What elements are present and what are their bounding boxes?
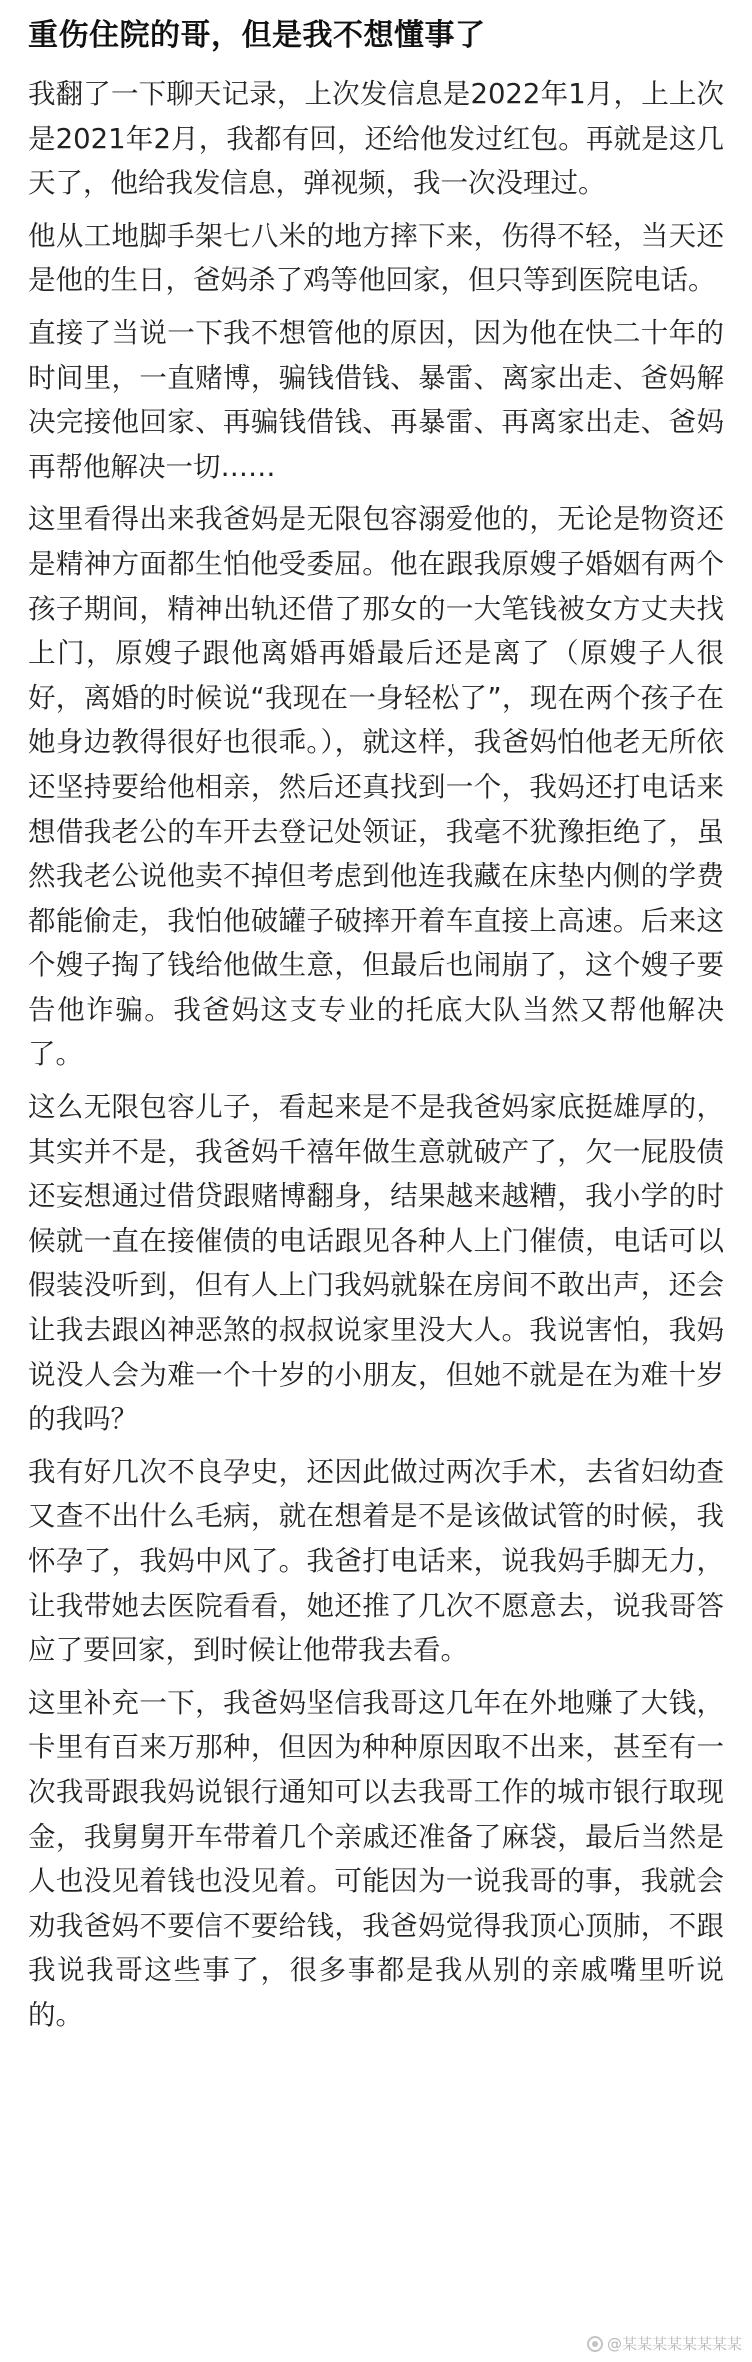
paragraph-3: 直接了当说一下我不想管他的原因，因为他在快二十年的时间里，一直赌博，骗钱借钱、暴雷、离家出走、爸妈解决完接他回家、再骗钱借钱、再暴雷、再离家出走、爸妈再帮他解决一切……: [28, 316, 724, 483]
post-body: [28, 72, 724, 2038]
watermark-text: @某某某某某某某某: [606, 2335, 742, 2353]
paragraph-2: 他从工地脚手架七八米的地方摔下来，伤得不轻，当天还是他的生日，爸妈杀了鸡等他回家，但只等到医院电话。: [28, 219, 724, 297]
paragraph-5: 这么无限包容儿子，看起来是不是我爸妈家底挺雄厚的，其实并不是，我爸妈千禧年做生意就破产了，欠一屁股债还妄想通过借贷跟赌博翻身，结果越来越糟，我小学的时候就一直在接催债的电话跟见各种人上门催债，电话可以假装没听到，但有人上门我妈就躲在房间不敢出声，还会让我去跟凶神恶煞的叔叔说家里没大人。我说害怕，我妈说没人会为难一个十岁的小朋友，但她不就是在为难十岁的我吗？: [28, 1091, 724, 1436]
paragraph-1: 我翻了一下聊天记录，上次发信息是2022年1月，上上次是2021年2月，我都有回，还给他发过红包。再就是这几天了，他给我发信息，弹视频，我一次没理过。: [28, 78, 724, 200]
paragraph-7: 这里补充一下，我爸妈坚信我哥这几年在外地赚了大钱，卡里有百来万那种，但因为种种原因取不出来，甚至有一次我哥跟我妈说银行通知可以去我哥工作的城市银行取现金，我舅舅开车带着几个亲戚还准备了麻袋，最后当然是人也没见着钱也没见着。可能因为一说我哥的事，我就会劝我爸妈不要信不要给钱，我爸妈觉得我顶心顶肺，不跟我说我哥这些事了，很多事都是我从别的亲戚嘴里听说的。: [28, 1686, 724, 2031]
post-title: 重伤住院的哥，但是我不想懂事了: [28, 18, 486, 53]
weibo-like-icon: [587, 2336, 603, 2352]
watermark: [587, 2333, 742, 2354]
paragraph-6: 我有好几次不良孕史，还因此做过两次手术，去省妇幼查又查不出什么毛病，就在想着是不是该做试管的时候，我怀孕了，我妈中风了。我爸打电话来，说我妈手脚无力，让我带她去医院看看，她还推了几次不愿意去，说我哥答应了要回家，到时候让他带我去看。: [28, 1455, 724, 1667]
paragraph-4: 这里看得出来我爸妈是无限包容溺爱他的，无论是物资还是精神方面都生怕他受委屈。他在跟我原嫂子婚姻有两个孩子期间，精神出轨还借了那女的一大笔钱被女方丈夫找上门，原嫂子跟他离婚再婚最后还是离了（原嫂子人很好，离婚的时候说“我现在一身轻松了”，现在两个孩子在她身边教得很好也很乖。），就这样，我爸妈怕他老无所依还坚持要给他相亲，然后还真找到一个，我妈还打电话来想借我老公的车开去登记处领证，我毫不犹豫拒绝了，虽然我老公说他卖不掉但考虑到他连我藏在床垫内侧的学费都能偷走，我怕他破罐子破摔开着车直接上高速。后来这个嫂子掏了钱给他做生意，但最后也闹崩了，这个嫂子要告他诈骗。我爸妈这支专业的托底大队当然又帮他解决了。: [28, 503, 724, 1071]
